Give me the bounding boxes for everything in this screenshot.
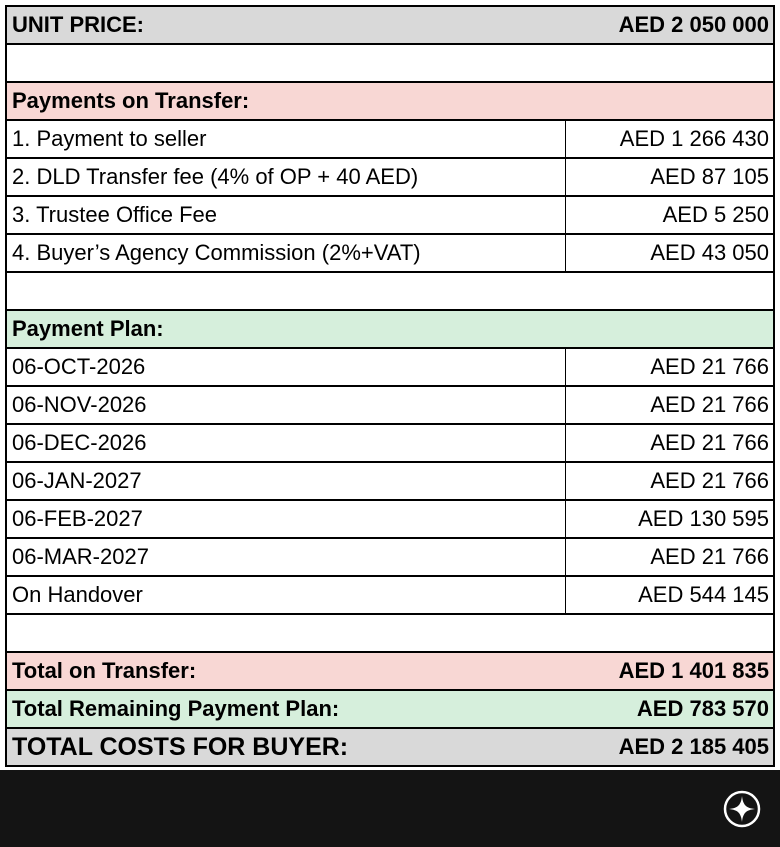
plan-item-date: 06-OCT-2026	[7, 349, 566, 385]
total-transfer-label: Total on Transfer:	[12, 658, 197, 683]
plan-heading: Payment Plan:	[12, 316, 164, 341]
plan-item-date: 06-MAR-2027	[7, 539, 566, 575]
transfer-item-value: AED 1 266 430	[619, 126, 769, 151]
total-remaining-label: Total Remaining Payment Plan:	[12, 696, 340, 721]
plan-item-value: AED 21 766	[650, 468, 769, 493]
unit-price-row	[7, 7, 773, 45]
plan-item-row	[7, 577, 773, 615]
plan-item-value: AED 21 766	[650, 430, 769, 455]
spacer-row	[7, 615, 773, 653]
transfer-item-value: AED 5 250	[662, 202, 769, 227]
plan-item-date: 06-JAN-2027	[7, 463, 566, 499]
sparkle-icon[interactable]	[722, 789, 762, 829]
transfer-heading: Payments on Transfer:	[12, 88, 250, 113]
plan-item-value: AED 21 766	[650, 544, 769, 569]
plan-heading-row	[7, 311, 773, 349]
transfer-item-label: 1. Payment to seller	[7, 121, 566, 157]
plan-item-row	[7, 539, 773, 577]
plan-item-row	[7, 501, 773, 539]
plan-item-date: 06-NOV-2026	[7, 387, 566, 423]
transfer-item-label: 2. DLD Transfer fee (4% of OP + 40 AED)	[7, 159, 566, 195]
total-remaining-row	[7, 691, 773, 729]
plan-item-value: AED 21 766	[650, 354, 769, 379]
transfer-item-label: 4. Buyer’s Agency Commission (2%+VAT)	[7, 235, 566, 271]
total-remaining-value: AED 783 570	[636, 696, 769, 721]
total-buyer-row	[7, 729, 773, 767]
plan-item-value: AED 544 145	[638, 582, 769, 607]
transfer-item-row	[7, 159, 773, 197]
plan-item-row	[7, 425, 773, 463]
plan-item-date: 06-FEB-2027	[7, 501, 566, 537]
spacer-row	[7, 273, 773, 311]
plan-item-value: AED 21 766	[650, 392, 769, 417]
spacer-row	[7, 45, 773, 83]
plan-item-date: 06-DEC-2026	[7, 425, 566, 461]
unit-price-value: AED 2 050 000	[618, 12, 769, 37]
transfer-item-row	[7, 197, 773, 235]
plan-item-value: AED 130 595	[638, 506, 769, 531]
transfer-item-row	[7, 121, 773, 159]
plan-item-row	[7, 463, 773, 501]
footer-bar	[0, 770, 780, 847]
transfer-item-value: AED 43 050	[650, 240, 769, 265]
transfer-item-value: AED 87 105	[650, 164, 769, 189]
total-buyer-label: TOTAL COSTS FOR BUYER:	[12, 732, 349, 761]
plan-item-row	[7, 387, 773, 425]
transfer-item-label: 3. Trustee Office Fee	[7, 197, 566, 233]
unit-price-label: UNIT PRICE:	[12, 12, 144, 37]
total-transfer-value: AED 1 401 835	[618, 658, 769, 683]
total-transfer-row	[7, 653, 773, 691]
plan-item-row	[7, 349, 773, 387]
transfer-item-row	[7, 235, 773, 273]
cost-breakdown-table	[5, 5, 775, 767]
plan-item-date: On Handover	[7, 577, 566, 613]
total-buyer-value: AED 2 185 405	[618, 734, 769, 759]
transfer-heading-row	[7, 83, 773, 121]
